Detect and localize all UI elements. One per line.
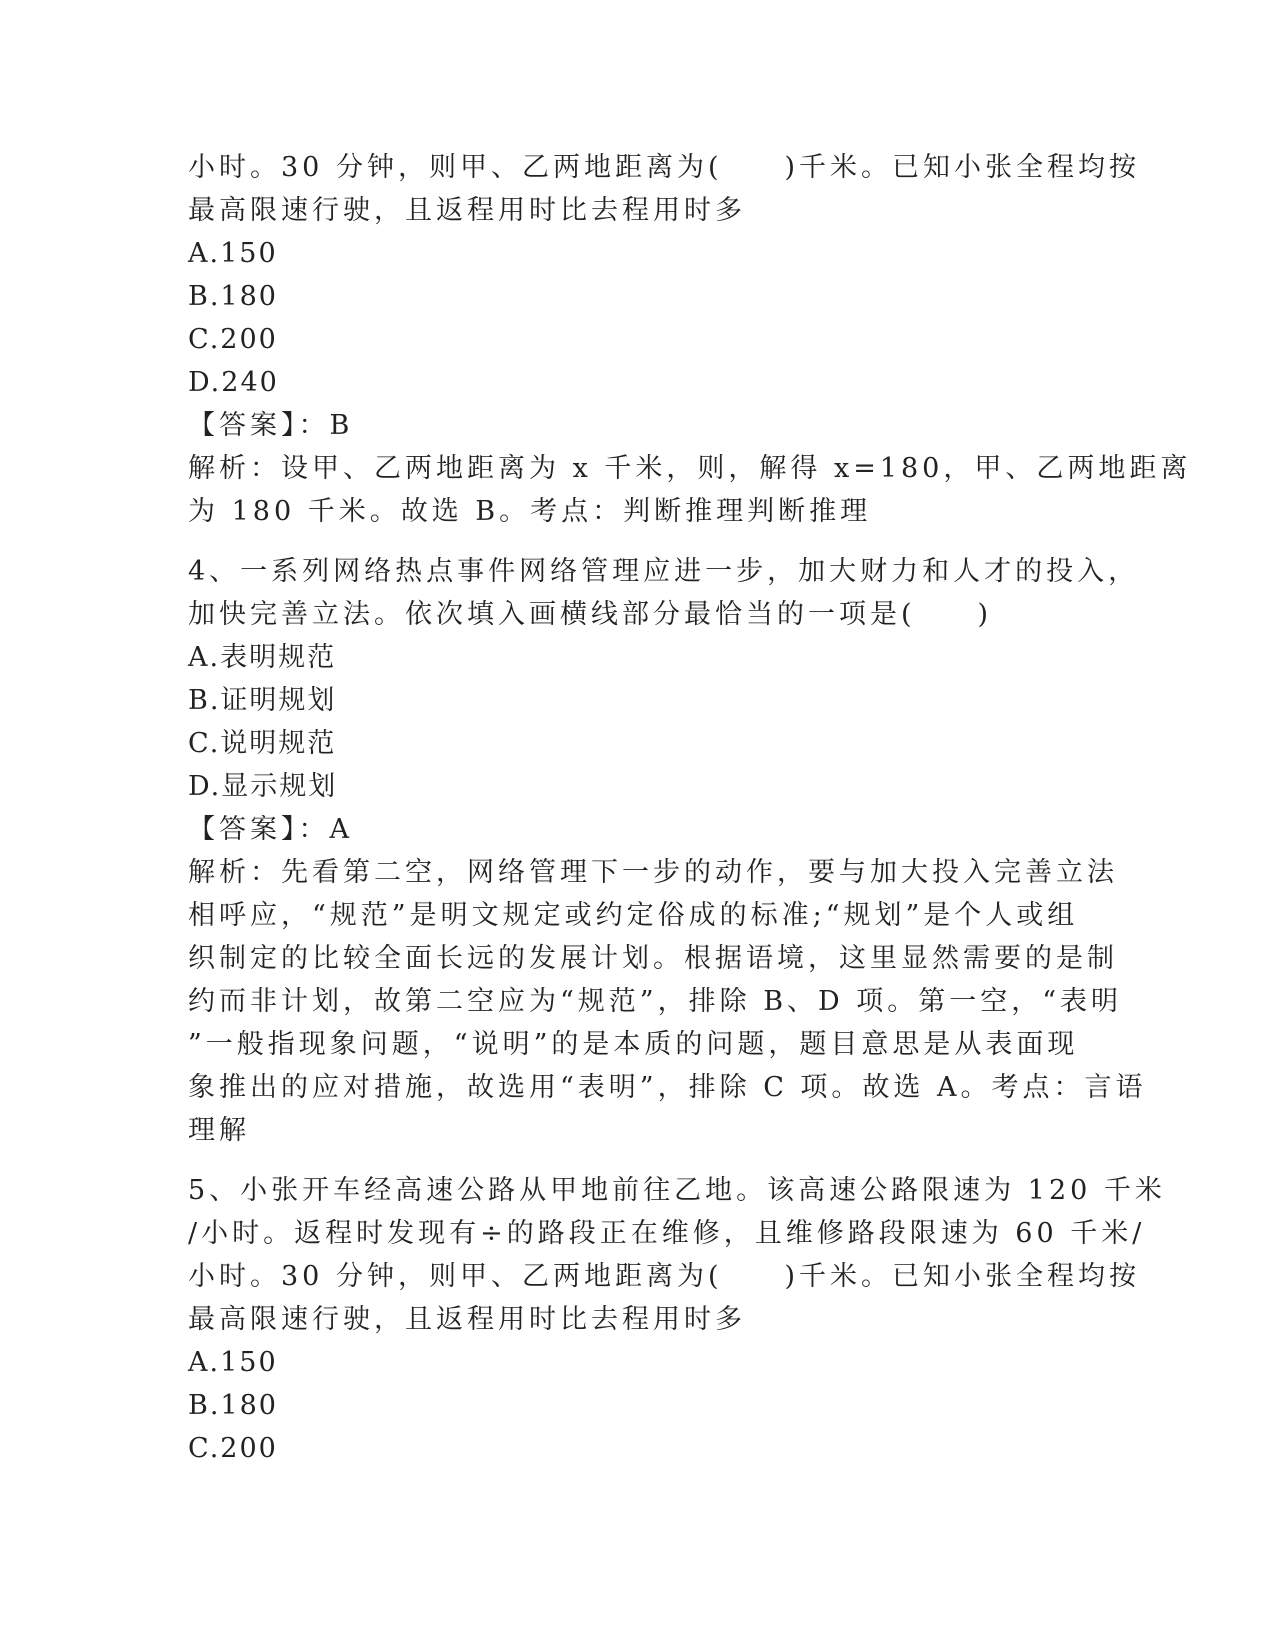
spacer	[188, 533, 1088, 550]
option-b: B.证明规划	[188, 685, 337, 716]
option-b: B.180	[188, 1390, 278, 1421]
option-a: A.150	[188, 1347, 278, 1378]
question-stem-line: 小时。30 分钟，则甲、乙两地距离为( )千米。已知小张全程均按	[188, 152, 1141, 183]
analysis-line: 解析：设甲、乙两地距离为 x 千米，则，解得 x=180，甲、乙两地距离	[188, 453, 1192, 484]
option-a: A.150	[188, 238, 278, 269]
question-stem-line: /小时。返程时发现有÷的路段正在维修，且维修路段限速为 60 千米/	[188, 1218, 1146, 1249]
question-stem-line: 加快完善立法。依次填入画横线部分最恰当的一项是( )	[188, 599, 993, 630]
analysis-line: 织制定的比较全面长远的发展计划。根据语境，这里显然需要的是制	[188, 943, 1118, 974]
option-d: D.240	[188, 367, 279, 398]
question-stem-line: 5、小张开车经高速公路从甲地前往乙地。该高速公路限速为 120 千米	[188, 1175, 1166, 1206]
option-c: C.说明规范	[188, 728, 337, 759]
option-c: C.200	[188, 1433, 278, 1464]
question-4	[188, 550, 1147, 1152]
question-stem-line: 最高限速行驶，且返程用时比去程用时多	[188, 1304, 746, 1335]
option-d: D.显示规划	[188, 771, 338, 802]
analysis-line: ”一般指现象问题，“说明”的是本质的问题，题目意思是从表面现	[188, 1029, 1079, 1060]
analysis-line: 为 180 千米。故选 B。考点：判断推理判断推理	[188, 496, 872, 527]
question-stem-line: 4、一系列网络热点事件网络管理应进一步，加大财力和人才的投入，	[188, 556, 1140, 587]
question-5	[188, 1169, 1166, 1470]
analysis-line: 解析：先看第二空，网络管理下一步的动作，要与加大投入完善立法	[188, 857, 1118, 888]
question-3-continued	[188, 146, 1192, 533]
analysis-line: 理解	[188, 1115, 250, 1146]
option-c: C.200	[188, 324, 278, 355]
document-page	[188, 146, 1192, 1470]
analysis-line: 象推出的应对措施，故选用“表明”，排除 C 项。故选 A。考点：言语	[188, 1072, 1147, 1103]
option-a: A.表明规范	[188, 642, 337, 673]
analysis-line: 相呼应，“规范”是明文规定或约定俗成的标准;“规划”是个人或组	[188, 900, 1079, 931]
option-b: B.180	[188, 281, 278, 312]
answer-line: 【答案】：A	[188, 814, 353, 845]
analysis-line: 约而非计划，故第二空应为“规范”，排除 B、D 项。第一空，“表明	[188, 986, 1123, 1017]
spacer	[188, 1152, 1088, 1169]
answer-line: 【答案】：B	[188, 410, 354, 441]
question-stem-line: 小时。30 分钟，则甲、乙两地距离为( )千米。已知小张全程均按	[188, 1261, 1141, 1292]
question-stem-line: 最高限速行驶，且返程用时比去程用时多	[188, 195, 746, 226]
